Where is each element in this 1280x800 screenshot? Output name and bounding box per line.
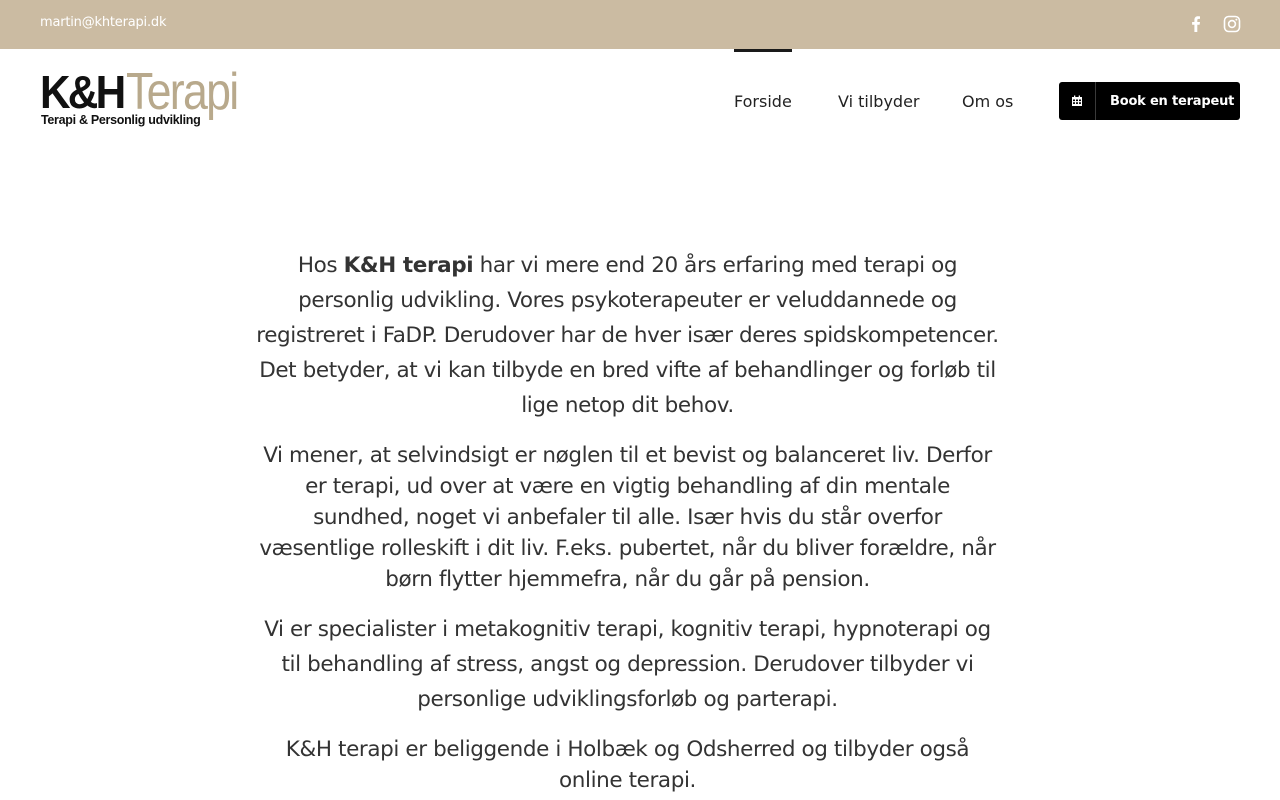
logo-mark [40,66,131,118]
top-bar [0,0,1280,49]
location-paragraph: K&H terapi er beliggende i Holbæk og Odsherred og tilbyder også online terapi. [285,737,970,793]
nav-item-om-os[interactable]: Om os [962,91,1014,111]
site-header [0,49,1280,153]
instagram-icon [1222,14,1242,34]
book-therapist-button[interactable] [1059,82,1240,120]
calendar-icon [1059,82,1096,120]
intro-rest: har vi mere end 20 års erfaring med terapi og personlig udvikling. Vores psykoterapeuter er veluddannede og registreret i FaDP. Derudover har de hver især deres spidskompetencer. Det betyder, at vi kan tilbyde en bred vifte af behandlinger og forløb til lige netop dit behov. [256,253,999,418]
logo-wordmark: Terapi [126,63,238,121]
instagram-link[interactable] [1222,14,1242,34]
contact-email-link[interactable]: martin@khterapi.dk [40,15,167,30]
logo-kh-text: K&H [40,66,124,118]
intro-content [255,248,1000,800]
intro-prefix: Hos [297,253,344,278]
nav-item-forside[interactable]: Forside [734,49,792,153]
book-button-label: Book en terapeut [1110,93,1235,109]
facebook-icon [1186,14,1206,34]
nav-item-vi-tilbyder[interactable]: Vi tilbyder [838,91,920,111]
brand-name: K&H terapi [343,253,474,278]
logo-tagline: Terapi & Personlig udvikling [41,113,201,127]
self-insight-paragraph: Vi mener, at selvindsigt er nøglen til et bevist og balanceret liv. Derfor er terapi, ud over at være en vigtig behandling af din mentale sundhed, noget vi anbefaler til alle. Især hvis du står overfor væsentlige rolleskift i dit liv. F.eks. pubertet, når du bliver forældre, når børn flytter hjemmefra, når du går på pension. [259,443,996,592]
site-logo[interactable] [40,63,256,131]
facebook-link[interactable] [1186,14,1206,34]
specialties-paragraph: Vi er specialister i metakognitiv terapi, kognitiv terapi, hypnoterapi og til behandling af stress, angst og depression. Derudover tilbyder vi personlige udviklingsforløb og parterapi. [264,617,991,712]
intro-paragraph [255,248,1000,423]
